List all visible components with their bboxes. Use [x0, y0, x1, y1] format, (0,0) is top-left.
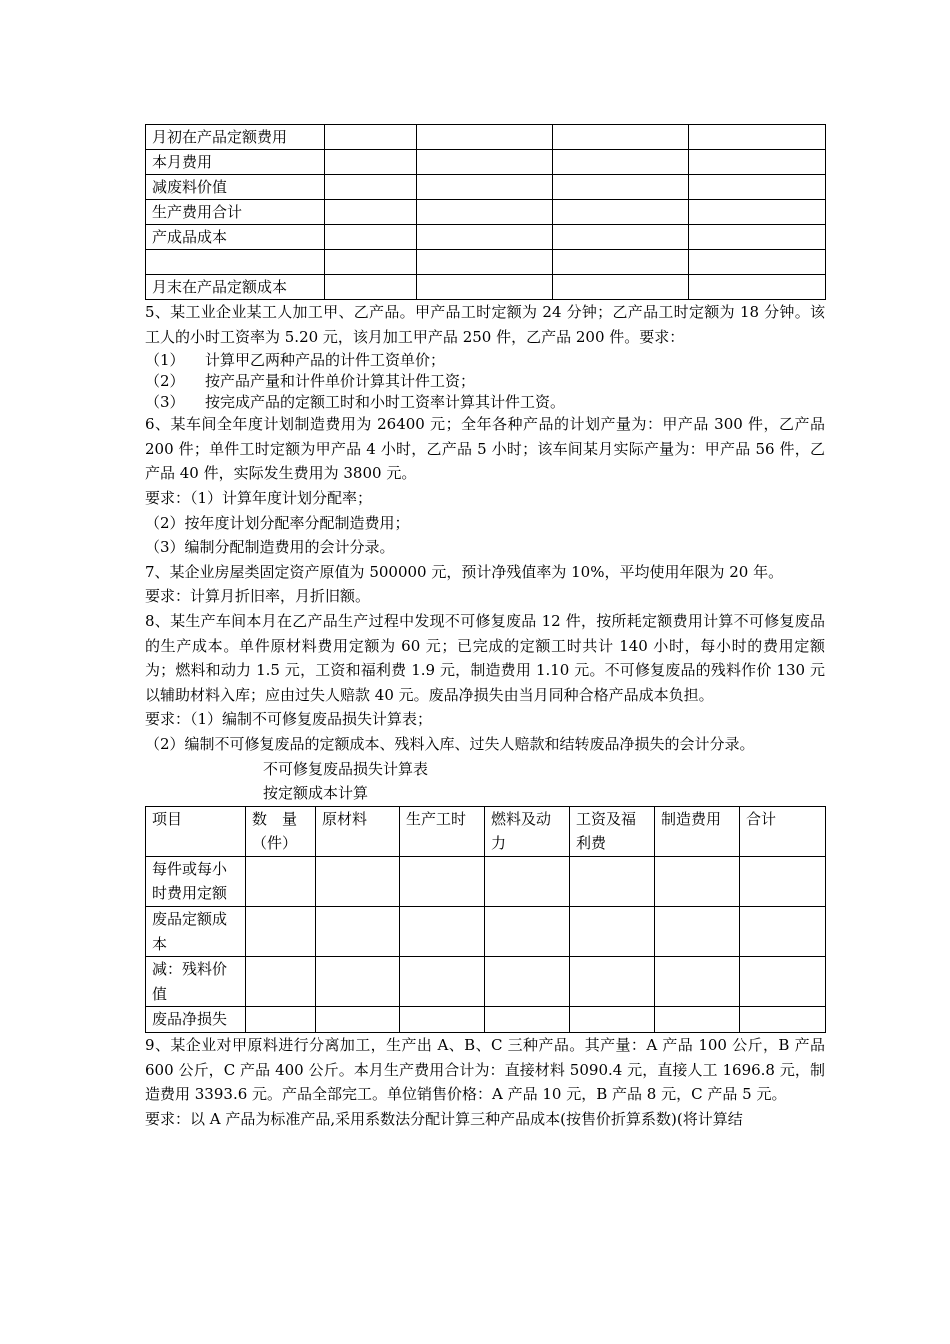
question-9: 9、某企业对甲原料进行分离加工，生产出 A、B、C 三种产品。其产量：A 产品 100 公斤，B 产品 600 公斤，C 产品 400 公斤。本月生产费用合计为：直接材料 5090.4 元，直接人工 1696.8 元，制造费用 3393.6 元。产品全部完工。单位销售价格：A 产品 10 元，B 产品 8 元，C 产品 5 元。 [145, 1036, 825, 1104]
question-5-item-1: （1） 计算甲乙两种产品的计件工资单价； [145, 351, 446, 370]
column-header: 原材料 [316, 806, 400, 856]
table-row [146, 175, 826, 200]
row-label: 产成品成本 [146, 225, 325, 250]
question-8-req-2: （2）编制不可修复废品的定额成本、残料入库、过失人赔款和结转废品净损失的会计分录。 [145, 734, 755, 753]
table-row [146, 125, 826, 150]
question-5: 5、某工业企业某工人加工甲、乙产品。甲产品工时定额为 24 分钟；乙产品工时定额为 18 分钟。该工人的小时工资率为 5.20 元，该月加工甲产品 250 件，乙产品 200 件。要求： [145, 303, 825, 346]
cost-table [145, 124, 826, 300]
question-6: 6、某车间全年度计划制造费用为 26400 元；全年各种产品的计划产量为：甲产品 300 件，乙产品 200 件；单件工时定额为甲产品 4 小时，乙产品 5 小时；该车间某月实际产量为：甲产品 56 件，乙产品 40 件，实际发生费用为 3800 元。 [145, 415, 825, 483]
table-caption: 不可修复废品损失计算表 [263, 759, 429, 778]
row-label: 本月费用 [146, 150, 325, 175]
column-header: 生产工时 [400, 806, 485, 856]
table-row [146, 275, 826, 300]
column-header: 制造费用 [655, 806, 740, 856]
question-6-req-3: （3）编制分配制造费用的会计分录。 [145, 538, 395, 557]
question-6-req-2: （2）按年度计划分配率分配制造费用； [145, 513, 410, 532]
question-9-req: 要求：以 A 产品为标准产品,采用系数法分配计算三种产品成本(按售价折算系数)(将计算结 [145, 1109, 743, 1128]
question-7-req: 要求：计算月折旧率，月折旧额。 [145, 587, 371, 606]
question-8-req-1: 要求：（1）编制不可修复废品损失计算表； [145, 710, 433, 729]
table-row [146, 200, 826, 225]
document-page [145, 124, 825, 1131]
table-row [146, 150, 826, 175]
table-subcaption: 按定额成本计算 [263, 784, 369, 803]
row-label: 生产费用合计 [146, 200, 325, 225]
scrap-loss-table [145, 806, 826, 1033]
question-7: 7、某企业房屋类固定资产原值为 500000 元，预计净残值率为 10%，平均使用年限为 20 年。 [145, 562, 784, 581]
question-6-req-1: 要求：（1）计算年度计划分配率； [145, 488, 373, 507]
question-5-item-2: （2） 按产品产量和计件单价计算其计件工资； [145, 372, 476, 391]
column-header: 工资及福利费 [570, 806, 655, 856]
row-label: 废品净损失 [146, 1007, 246, 1033]
column-header: 合计 [740, 806, 826, 856]
question-5-item-3: （3） 按完成产品的定额工时和小时工资率计算其计件工资。 [145, 393, 566, 412]
column-header: 项目 [146, 806, 246, 856]
table-row [146, 1007, 826, 1033]
row-label [146, 250, 325, 275]
table-row [146, 856, 826, 906]
table-row [146, 907, 826, 957]
table-row [146, 225, 826, 250]
table-row [146, 250, 826, 275]
row-label: 减废料价值 [146, 175, 325, 200]
row-label: 月初在产品定额费用 [146, 125, 325, 150]
column-header: 数 量（件） [246, 806, 316, 856]
table-row [146, 957, 826, 1007]
row-label: 减：残料价值 [146, 957, 246, 1007]
column-header: 燃料及动力 [485, 806, 570, 856]
row-label: 月末在产品定额成本 [146, 275, 325, 300]
row-label: 每件或每小时费用定额 [146, 856, 246, 906]
table-header-row [146, 806, 826, 856]
question-8: 8、某生产车间本月在乙产品生产过程中发现不可修复废品 12 件，按所耗定额费用计算不可修复废品的生产成本。单件原材料费用定额为 60 元；已完成的定额工时共计 140 小时，每小时的费用定额为；燃料和动力 1.5 元，工资和福利费 1.9 元，制造费用 1.10 元。不可修复废品的残料作价 130 元以辅助材料入库；应由过失人赔款 40 元。废品净损失由当月同种合格产品成本负担。 [145, 611, 825, 704]
row-label: 废品定额成本 [146, 907, 246, 957]
